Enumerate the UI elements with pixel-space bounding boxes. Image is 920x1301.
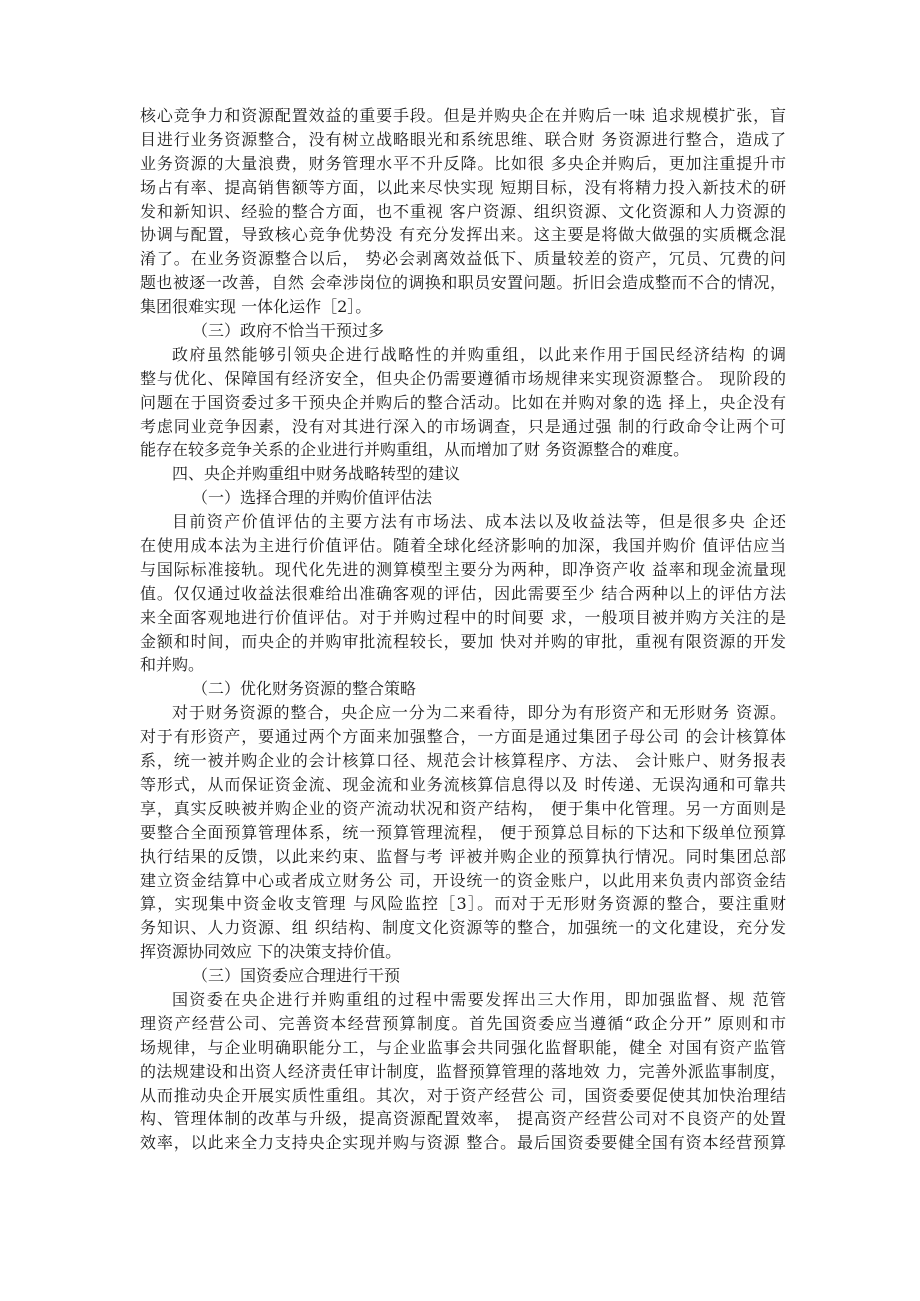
text-line: 场占有率、提高销售额等方面，以此来尽快实现 短期目标，没有将精力投入新技术的研 [140, 177, 786, 197]
text-line: 要整合全面预算管理体系，统一预算管理流程， 便于预算总目标的下达和下级单位预算 [140, 822, 786, 842]
text-line: 对于有形资产，要通过两个方面来加强整合，一方面是通过集团子母公司 的会计核算体 [140, 727, 786, 747]
text-line: 对于财务资源的整合，央企应一分为二来看待，即分为有形资产和无形财务 资源。 [172, 703, 786, 723]
text-line: 算，实现集中资金收支管理 与风险监控［3］。而对于无形财务资源的整合，要注重财 [140, 894, 786, 914]
text-line: 四、央企并购重组中财务战略转型的建议 [172, 464, 461, 484]
text-line: 题也被逐一改善，自然 会牵涉岗位的调换和职员安置问题。折旧会造成整而不合的情况， [140, 273, 786, 293]
text-line: （一）选择合理的并购价值评估法 [192, 488, 433, 508]
text-line: 目进行业务资源整合，没有树立战略眼光和系统思维、联合财 务资源进行整合，造成了 [140, 129, 786, 149]
text-line: 发和新知识、经验的整合方面，也不重视 客户资源、组织资源、文化资源和人力资源的 [140, 201, 786, 221]
text-line: 目前资产价值评估的主要方法有市场法、成本法以及收益法等，但是很多央 企还 [172, 512, 786, 532]
text-line: 政府虽然能够引领央企进行战略性的并购重组，以此来作用于国民经济结构 的调 [172, 344, 786, 364]
text-line: 集团很难实现 一体化运作［2］。 [140, 297, 372, 317]
text-line: （三）政府不恰当干预过多 [192, 321, 385, 341]
text-line: 构、管理体制的改革与升级，提高资源配置效率， 提高资产经营公司对不良资产的处置 [140, 1109, 786, 1129]
text-line: 挥资源协同效应 下的决策支持价值。 [140, 942, 402, 962]
text-line: （二）优化财务资源的整合策略 [192, 679, 417, 699]
text-line: 核心竞争力和资源配置效益的重要手段。但是并购央企在并购后一味 追求规模扩张，盲 [140, 106, 786, 125]
text-line: 和并购。 [140, 655, 205, 675]
text-line: 从而推动央企开展实质性重组。其次，对于资产经营公 司，国资委要促使其加快治理结 [140, 1085, 786, 1105]
text-line: 协调与配置，导致核心竞争优势没 有充分发挥出来。这主要是将做大做强的实质概念混 [140, 225, 786, 245]
text-line: 等形式，从而保证资金流、现金流和业务流核算信息得以及 时传递、无误沟通和可靠共 [140, 774, 786, 794]
text-line: 的法规建设和出资人经济责任审计制度，监督预算管理的落地效 力，完善外派监事制度， [140, 1061, 786, 1081]
text-line: 来全面客观地进行价值评估。对于并购过程中的时间要 求，一般项目被并购方关注的是 [140, 607, 786, 627]
text-line: 场规律，与企业明确职能分工，与企业监事会共同强化监督职能，健全 对国有资产监管 [140, 1037, 786, 1057]
text-line: 系，统一被并购企业的会计核算口径、规范会计核算程序、方法、 会计账户、财务报表 [140, 751, 786, 771]
text-line: 问题在于国资委过多干预央企并购后的整合活动。比如在并购对象的选 择上，央企没有 [140, 392, 786, 412]
text-line: 能存在较多竞争关系的企业进行并购重组，从而增加了财 务资源整合的难度。 [140, 440, 690, 460]
text-line: 金额和时间，而央企的并购审批流程较长，要加 快对并购的审批，重视有限资源的开发 [140, 631, 786, 651]
text-line: 业务资源的大量浪费，财务管理水平不升反降。比如很 多央企并购后，更加注重提升市 [140, 153, 786, 173]
text-line: 在使用成本法为主进行价值评估。随着全球化经济影响的加深，我国并购价 值评估应当 [140, 536, 786, 556]
document-body [140, 104, 786, 1155]
text-line: 理资产经营公司、完善资本经营预算制度。首先国资委应当遵循“政企分开” 原则和市 [140, 1013, 786, 1033]
text-line: 与国际标准接轨。现代化先进的测算模型主要分为两种，即净资产收 益率和现金流量现 [140, 559, 786, 579]
text-line: 享，真实反映被并购企业的资产流动状况和资产结构， 便于集中化管理。另一方面则是 [140, 798, 786, 818]
text-line: 国资委在央企进行并购重组的过程中需要发挥出三大作用，即加强监督、规 范管 [172, 989, 786, 1009]
text-line: 执行结果的反馈，以此来约束、监督与考 评被并购企业的预算执行情况。同时集团总部 [140, 846, 786, 866]
text-line: （三）国资委应合理进行干预 [192, 966, 401, 986]
text-line: 务知识、人力资源、组 织结构、制度文化资源等的整合，加强统一的文化建设，充分发 [140, 918, 786, 938]
text-line: 效率，以此来全力支持央企实现并购与资源 整合。最后国资委要健全国有资本经营预算 [140, 1133, 786, 1153]
text-line: 考虑同业竞争因素，没有对其进行深入的市场调查，只是通过强 制的行政命令让两个可 [140, 416, 786, 436]
text-line: 淆了。在业务资源整合以后， 势必会剥离效益低下、质量较差的资产，冗员、冗费的问 [140, 249, 786, 269]
text-line: 整与优化、保障国有经济安全，但央企仍需要遵循市场规律来实现资源整合。 现阶段的 [140, 368, 786, 388]
text-line: 值。仅仅通过收益法很难给出准确客观的评估，因此需要至少 结合两种以上的评估方法 [140, 583, 786, 603]
text-line: 建立资金结算中心或者成立财务公 司，开设统一的资金账户，以此用来负责内部资金结 [140, 870, 786, 890]
